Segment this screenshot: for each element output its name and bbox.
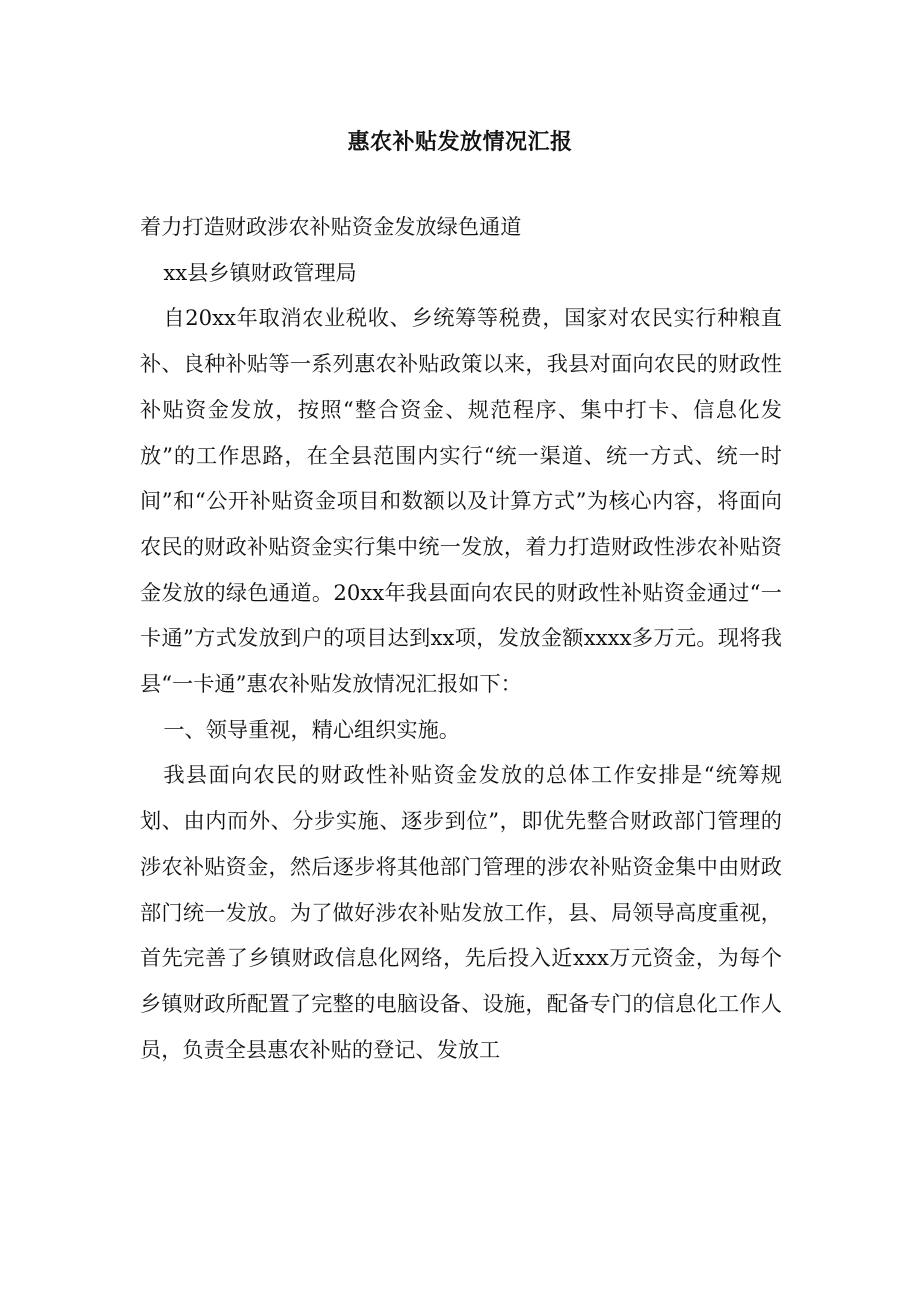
section-paragraph: 我县面向农民的财政性补贴资金发放的总体工作安排是“统筹规划、由内而外、分步实施、逐步到位”，即优先整合财政部门管理的涉农补贴资金，然后逐步将其他部门管理的涉农补贴资金集中由财政部门统一发放。为了做好涉农补贴发放工作，县、局领导高度重视，首先完善了乡镇财政信息化网络，先后投入近xxx万元资金，为每个乡镇财政所配置了完整的电脑设备、设施，配备专门的信息化工作人员，负责全县惠农补贴的登记、发放工	[140, 762, 782, 1062]
document-title: 惠农补贴发放情况汇报	[347, 129, 573, 155]
author-line: xx县乡镇财政管理局	[163, 259, 357, 285]
document-body	[140, 204, 782, 1072]
section-heading: 一、领导重视，精心组织实施。	[163, 716, 460, 742]
intro-paragraph: 自20xx年取消农业税收、乡统筹等税费，国家对农民实行种粮直补、良种补贴等一系列惠农补贴政策以来，我县对面向农民的财政性补贴资金发放，按照“整合资金、规范程序、集中打卡、信息化发放”的工作思路，在全县范围内实行“统一渠道、统一方式、统一时间”和“公开补贴资金项目和数额以及计算方式”为核心内容，将面向农民的财政补贴资金实行集中统一发放，着力打造财政性涉农补贴资金发放的绿色通道。20xx年我县面向农民的财政性补贴资金通过“一卡通”方式发放到户的项目达到xx项，发放金额xxxx多万元。现将我县“一卡通”惠农补贴发放情况汇报如下：	[140, 305, 782, 697]
subtitle-paragraph: 着力打造财政涉农补贴资金发放绿色通道	[140, 214, 522, 239]
page-bottom-margin	[0, 1190, 920, 1302]
